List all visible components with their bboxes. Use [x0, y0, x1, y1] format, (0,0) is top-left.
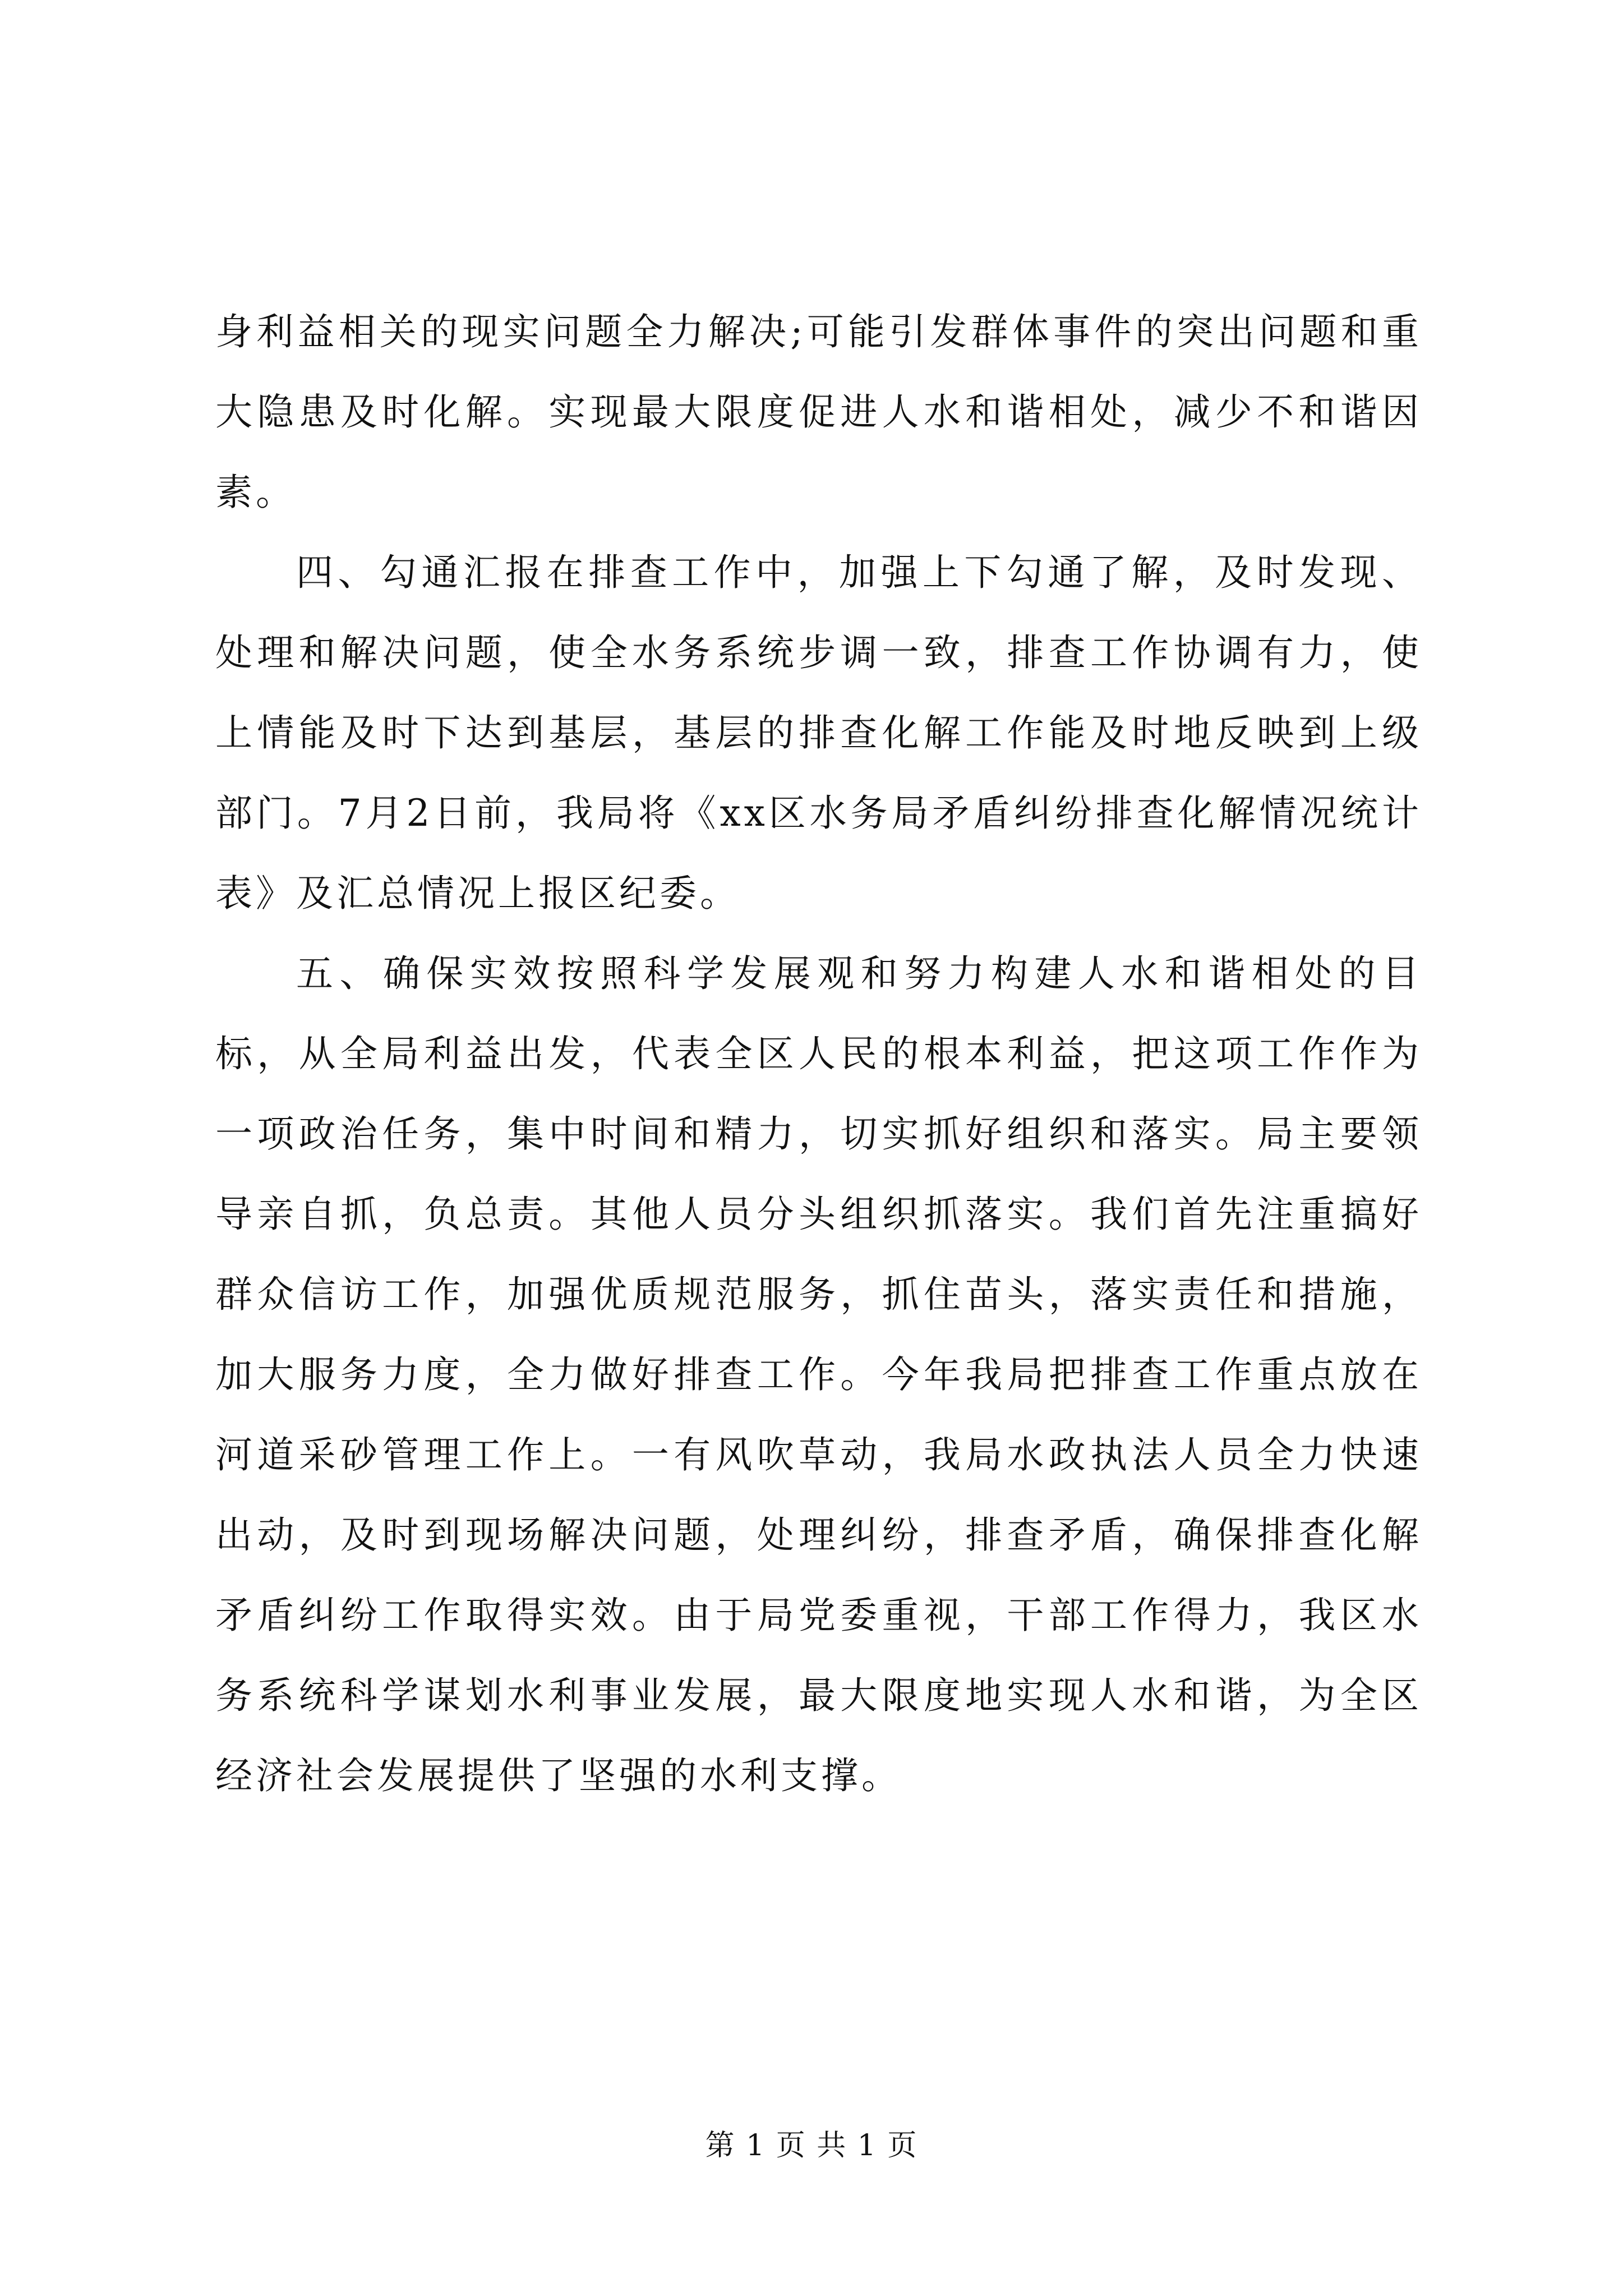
paragraph-continuation: 身利益相关的现实问题全力解决;可能引发群体事件的突出问题和重大隐患及时化解。实现最大限度促进人水和谐相处，减少不和谐因素。 — [215, 310, 1422, 514]
page-number-footer: 第 1 页 共 1 页 — [705, 2129, 918, 2162]
document-body — [215, 292, 1422, 1816]
paragraph-section-five: 五、确保实效按照科学发展观和努力构建人水和谐相处的目标，从全局利益出发，代表全区人民的根本利益，把这项工作作为一项政治任务，集中时间和精力，切实抓好组织和落实。局主要领导亲自抓，负总责。其他人员分头组织抓落实。我们首先注重搞好群众信访工作，加强优质规范服务，抓住苗头，落实责任和措施，加大服务力度，全力做好排查工作。今年我局把排查工作重点放在河道采砂管理工作上。一有风吹草动，我局水政执法人员全力快速出动，及时到现场解决问题，处理纠纷，排查矛盾，确保排查化解矛盾纠纷工作取得实效。由于局党委重视，干部工作得力，我区水务系统科学谋划水利事业发展，最大限度地实现人水和谐，为全区经济社会发展提供了坚强的水利支撑。 — [215, 952, 1422, 1797]
paragraph-section-four: 四、勾通汇报在排查工作中，加强上下勾通了解，及时发现、处理和解决问题，使全水务系统步调一致，排查工作协调有力，使上情能及时下达到基层，基层的排查化解工作能及时地反映到上级部门。7月2日前，我局将《xx区水务局矛盾纠纷排查化解情况统计表》及汇总情况上报区纪委。 — [215, 551, 1422, 915]
